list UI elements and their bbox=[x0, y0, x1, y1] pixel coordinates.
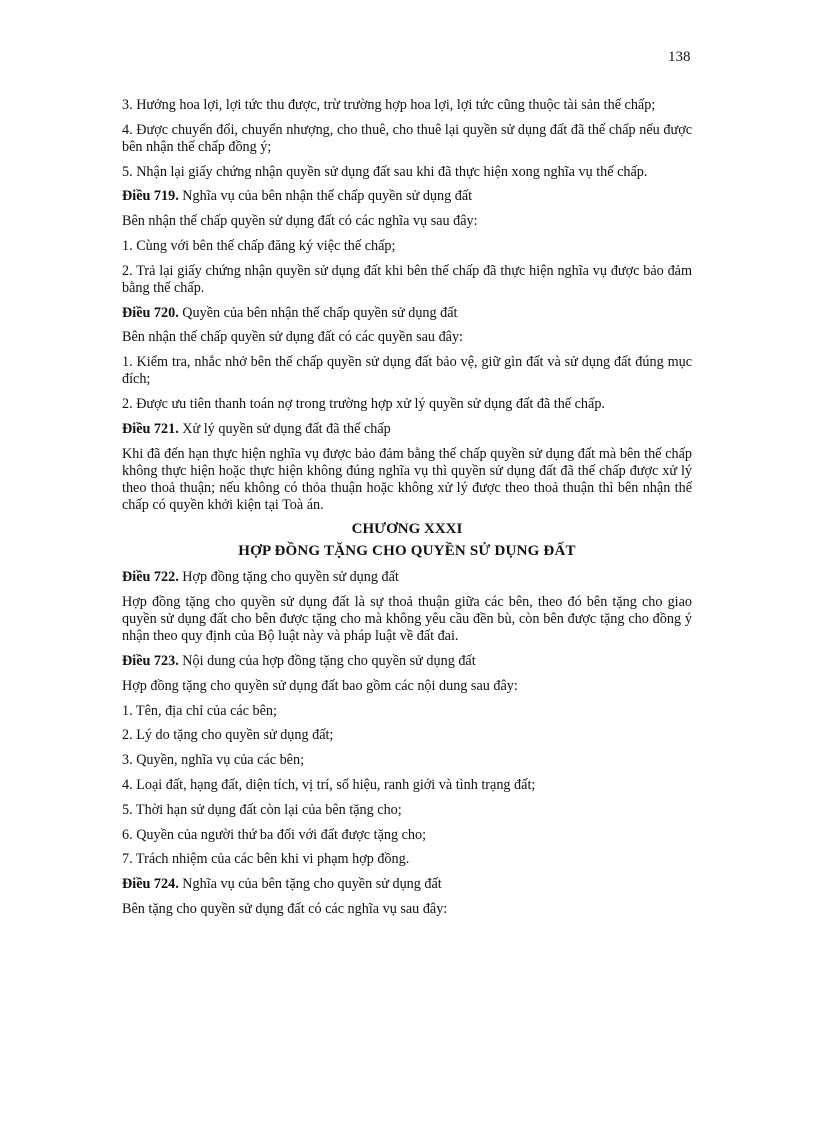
article-title: Hợp đồng tặng cho quyền sử dụng đất bbox=[178, 569, 399, 586]
document-body bbox=[122, 97, 692, 926]
article-heading-722 bbox=[122, 569, 692, 586]
article-heading-719 bbox=[122, 188, 692, 205]
article-title: Quyền của bên nhận thế chấp quyền sử dụng đất bbox=[178, 304, 458, 321]
article-number: Điều 724. bbox=[122, 876, 179, 893]
page-number: 138 bbox=[668, 49, 691, 65]
article-heading-721 bbox=[122, 421, 692, 438]
paragraph: 5. Nhận lại giấy chứng nhận quyền sử dụng đất sau khi đã thực hiện xong nghĩa vụ thế chấp. bbox=[122, 163, 648, 180]
list-item: 4. Loại đất, hạng đất, diện tích, vị trí, số hiệu, ranh giới và tình trạng đất; bbox=[122, 776, 536, 793]
article-title: Nghĩa vụ của bên nhận thế chấp quyền sử dụng đất bbox=[178, 188, 473, 205]
paragraph: Bên tặng cho quyền sử dụng đất có các nghĩa vụ sau đây: bbox=[122, 900, 448, 917]
paragraph: Hợp đồng tặng cho quyền sử dụng đất là sự thoả thuận giữa các bên, theo đó bên tặng cho giao quyền sử dụng đất cho bên được tặng cho mà không yêu cầu đền bù, còn bên được tặng cho đồng ý nhận theo quy định của Bộ luật này và pháp luật về đất đai. bbox=[122, 594, 692, 645]
paragraph: 2. Trả lại giấy chứng nhận quyền sử dụng đất khi bên thế chấp đã thực hiện nghĩa vụ được bảo đảm bằng thế chấp. bbox=[122, 262, 692, 296]
article-title: Nội dung của hợp đồng tặng cho quyền sử dụng đất bbox=[178, 652, 476, 669]
paragraph: 3. Hưởng hoa lợi, lợi tức thu được, trừ trường hợp hoa lợi, lợi tức cũng thuộc tài sản thế chấp; bbox=[122, 97, 656, 113]
paragraph: Hợp đồng tặng cho quyền sử dụng đất bao gồm các nội dung sau đây: bbox=[122, 677, 518, 694]
paragraph: 1. Kiểm tra, nhắc nhở bên thế chấp quyền sử dụng đất bảo vệ, giữ gìn đất và sử dụng đất đúng mục đích; bbox=[122, 354, 692, 388]
paragraph: Bên nhận thế chấp quyền sử dụng đất có các nghĩa vụ sau đây: bbox=[122, 213, 478, 230]
paragraph: 2. Được ưu tiên thanh toán nợ trong trường hợp xử lý quyền sử dụng đất đã thế chấp. bbox=[122, 395, 605, 412]
paragraph: 4. Được chuyển đổi, chuyển nhượng, cho thuê, cho thuê lại quyền sử dụng đất đã thế chấp nếu được bên nhận thế chấp đồng ý; bbox=[122, 121, 692, 155]
article-number: Điều 723. bbox=[122, 652, 179, 669]
article-number: Điều 722. bbox=[122, 569, 179, 586]
article-title: Nghĩa vụ của bên tặng cho quyền sử dụng đất bbox=[178, 876, 442, 893]
paragraph: Bên nhận thế chấp quyền sử dụng đất có các quyền sau đây: bbox=[122, 329, 463, 346]
chapter-title: HỢP ĐỒNG TẶNG CHO QUYỀN SỬ DỤNG ĐẤT bbox=[238, 543, 576, 560]
article-heading-723 bbox=[122, 653, 692, 670]
list-item: 7. Trách nhiệm của các bên khi vi phạm hợp đồng. bbox=[122, 851, 410, 868]
list-item: 2. Lý do tặng cho quyền sử dụng đất; bbox=[122, 727, 334, 744]
article-heading-720 bbox=[122, 305, 692, 322]
article-number: Điều 721. bbox=[122, 420, 179, 437]
list-item: 5. Thời hạn sử dụng đất còn lại của bên tặng cho; bbox=[122, 801, 402, 818]
chapter-number: CHƯƠNG XXXI bbox=[351, 521, 463, 538]
article-number: Điều 719. bbox=[122, 188, 179, 205]
article-number: Điều 720. bbox=[122, 304, 179, 321]
paragraph: 1. Cùng với bên thế chấp đăng ký việc thế chấp; bbox=[122, 237, 396, 254]
article-heading-724 bbox=[122, 876, 692, 893]
list-item: 3. Quyền, nghĩa vụ của các bên; bbox=[122, 752, 305, 769]
article-title: Xử lý quyền sử dụng đất đã thế chấp bbox=[178, 420, 391, 437]
list-item: 1. Tên, địa chỉ của các bên; bbox=[122, 702, 277, 719]
paragraph: Khi đã đến hạn thực hiện nghĩa vụ được bảo đảm bằng thế chấp quyền sử dụng đất mà bên thế chấp không thực hiện hoặc thực hiện không đúng nghĩa vụ thì quyền sử dụng đất đã thế chấp được xử lý theo thoả thuận; nếu không có thỏa thuận hoặc không xử lý được theo thoả thuận thì bên nhận thế chấp có quyền khởi kiện tại Toà án. bbox=[122, 445, 692, 513]
list-item: 6. Quyền của người thứ ba đối với đất được tặng cho; bbox=[122, 826, 427, 843]
